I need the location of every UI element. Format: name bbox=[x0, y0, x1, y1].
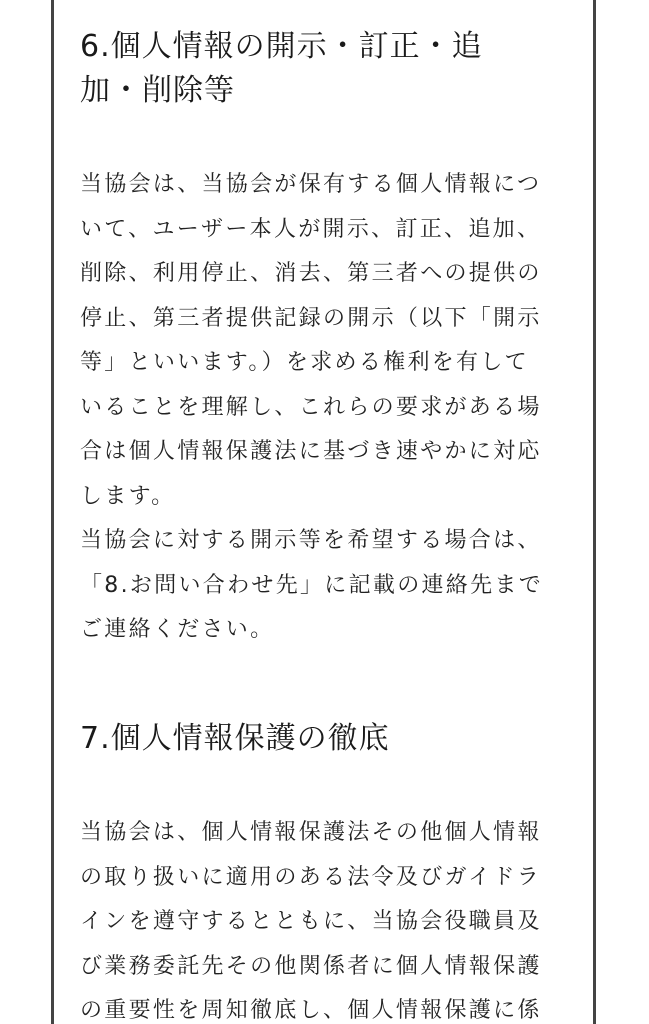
text-line: いて、ユーザー本人が開示、訂正、追加、 bbox=[80, 216, 542, 242]
section-6-paragraph-1 bbox=[80, 163, 570, 519]
text-line: します。 bbox=[80, 483, 176, 509]
section-6-heading bbox=[80, 25, 550, 113]
text-line: び業務委託先その他関係者に個人情報保護 bbox=[80, 953, 542, 979]
text-line: 停止、第三者提供記録の開示（以下「開示 bbox=[80, 305, 542, 331]
text-line: の重要性を周知徹底し、個人情報保護に係 bbox=[80, 998, 542, 1023]
text-line: 当協会は、当協会が保有する個人情報につ bbox=[80, 172, 542, 197]
section-7-paragraph-1 bbox=[80, 811, 570, 1024]
text-line: 「8.お問い合わせ先」に記載の連絡先まで bbox=[80, 572, 543, 598]
text-line: 合は個人情報保護法に基づき速やかに対応 bbox=[80, 439, 542, 464]
section-6-paragraph-2 bbox=[80, 519, 570, 653]
text-line: 削除、利用停止、消去、第三者への提供の bbox=[80, 261, 542, 286]
text-line: いることを理解し、これらの要求がある場 bbox=[80, 394, 542, 420]
text-line: の取り扱いに適用のある法令及びガイドラ bbox=[80, 864, 542, 890]
section-7-heading bbox=[80, 717, 550, 761]
text-line: 等」といいます。）を求める権利を有して bbox=[80, 350, 529, 375]
text-line: インを遵守するとともに、当協会役職員及 bbox=[80, 909, 542, 934]
document-page bbox=[51, 0, 596, 1024]
section-6-heading-line: 加・削除等 bbox=[80, 73, 235, 108]
text-line: 当協会に対する開示等を希望する場合は、 bbox=[80, 528, 542, 553]
text-line: 当協会は、個人情報保護法その他個人情報 bbox=[80, 820, 542, 845]
text-line: ご連絡ください。 bbox=[80, 617, 275, 642]
section-7-heading-line: 7.個人情報保護の徹底 bbox=[80, 721, 390, 756]
section-6-heading-line: 6.個人情報の開示・訂正・追 bbox=[80, 29, 483, 64]
